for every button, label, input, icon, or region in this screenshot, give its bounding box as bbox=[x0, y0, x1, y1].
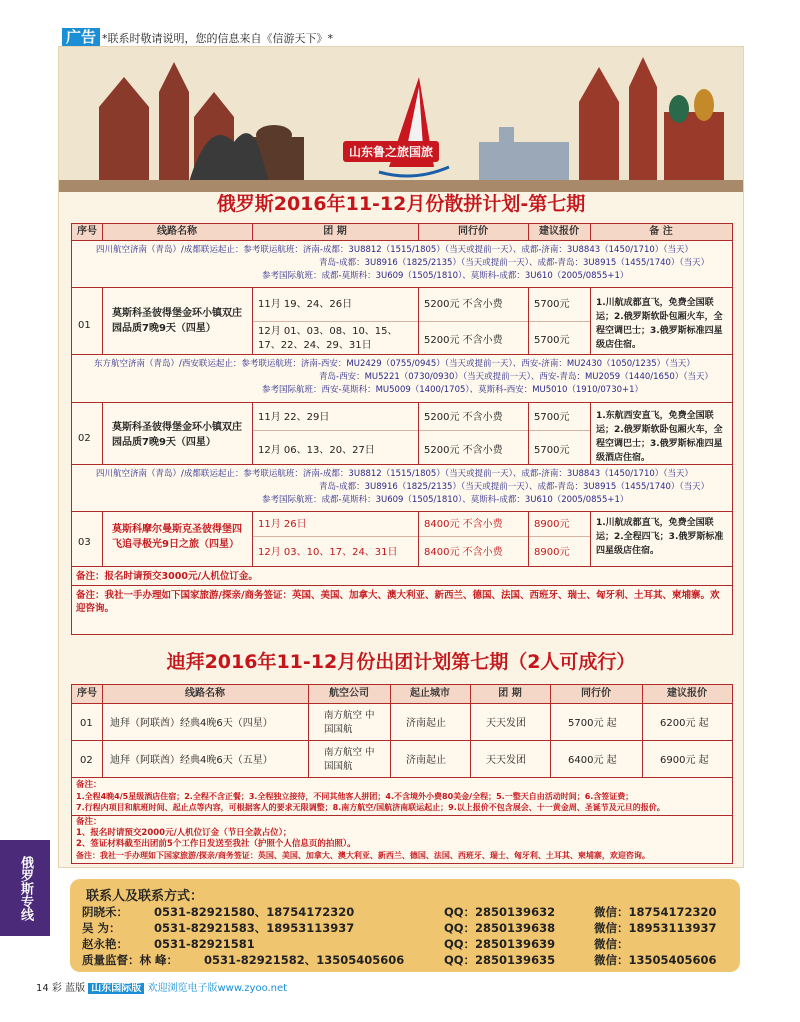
page-footer bbox=[36, 979, 287, 994]
dubai-note: 1、报名时请预交2000元/人机位订金（节日全款占位）； bbox=[76, 828, 292, 838]
route-name: 莫斯科圣彼得堡金环小镇双庄园品质7晚9天（四星） bbox=[112, 422, 242, 448]
city: 济南起止 bbox=[406, 718, 446, 729]
route-name: 迪拜（阿联酋）经典4晚6天（四星） bbox=[110, 718, 273, 729]
tour-date: 天天发团 bbox=[486, 718, 526, 729]
tour-dates: 11月 26日 bbox=[258, 519, 307, 530]
dubai-title: 迪拜2016年11-12月份出团计划第七期（2人可成行） bbox=[166, 651, 636, 673]
route-name: 莫斯科圣彼得堡金环小镇双庄园品质7晚9天（四星） bbox=[112, 308, 242, 334]
ad-sheet bbox=[58, 46, 744, 868]
trade-price: 6400元 起 bbox=[568, 755, 617, 766]
airline: 南方航空 中国国航 bbox=[324, 747, 375, 772]
suggest-price: 5700元 bbox=[534, 335, 570, 346]
flight-info: 四川航空济南（青岛）/成都联运起止：参考联运航班：济南-成都：3U8812（1515/1805）（当天或提前一天）、成都-济南：3U8843（1450/1710）（当天） bbox=[96, 245, 694, 255]
remark: 1.川航成都直飞，免费全国联运；2.俄罗斯软卧包厢火车，全程空调巴士；3.俄罗斯标准四星级店住宿。 bbox=[596, 298, 723, 350]
contact-name: 赵永艳： bbox=[82, 937, 128, 951]
contact-name: 质量监督：林 峰： bbox=[82, 953, 179, 967]
header-cell: 同行价 bbox=[581, 688, 611, 699]
suggest-price: 8900元 bbox=[534, 547, 570, 558]
suggest-price: 5700元 bbox=[534, 299, 570, 310]
dubai-note: 备注： bbox=[76, 780, 102, 790]
contact-phone[interactable]: 0531-82921583、18953113937 bbox=[154, 921, 355, 935]
route-name: 迪拜（阿联酋）经典4晚6天（五星） bbox=[110, 755, 273, 766]
header-cell: 起止城市 bbox=[410, 688, 450, 699]
agency-logo-text: 山东鲁之旅国旅 bbox=[343, 141, 439, 162]
contact-wechat[interactable]: 微信：18754172320 bbox=[594, 905, 717, 919]
russia-title: 俄罗斯2016年11-12月份散拼计划-第七期 bbox=[216, 193, 586, 215]
tour-dates: 12月 06、13、20、27日 bbox=[258, 445, 375, 456]
contact-name: 吴 为： bbox=[82, 921, 121, 935]
trade-price: 8400元 不含小费 bbox=[424, 519, 503, 530]
contact-phone[interactable]: 0531-82921582、13505405606 bbox=[204, 953, 405, 967]
flight-info: 青岛-成都：3U8916（1825/2135）（当天或提前一天）、成都-青岛：3U8915（1455/1740）（当天） bbox=[319, 258, 710, 268]
header-cell: 同行价 bbox=[458, 226, 488, 237]
suggest-price: 5700元 bbox=[534, 445, 570, 456]
flight-info: 参考国际航班：成都-莫斯科：3U609（1505/1810）、莫斯科-成都：3U610（2005/0855+1） bbox=[262, 495, 629, 505]
trade-price: 5200元 不含小费 bbox=[424, 445, 503, 456]
contact-row bbox=[82, 936, 629, 952]
contact-phone[interactable]: 0531-82921580、18754172320 bbox=[154, 905, 355, 919]
row-number: 02 bbox=[80, 755, 93, 766]
header-cell: 航空公司 bbox=[329, 688, 369, 699]
remark: 1.东航西安直飞，免费全国联运；2.俄罗斯软卧包厢火车，全程空调巴士；3.俄罗斯标准四星级酒店住宿。 bbox=[596, 411, 723, 463]
color-label: 彩 bbox=[51, 983, 62, 994]
contact-row bbox=[82, 904, 717, 920]
row-number: 03 bbox=[78, 537, 91, 548]
airline: 南方航空 中国国航 bbox=[324, 710, 375, 735]
contact-qq[interactable]: QQ：2850139635 bbox=[444, 953, 556, 967]
dubai-note: 2、签证材料截至出团前5个工作日发送至我社（护照个人信息页的拍照）。 bbox=[76, 839, 356, 849]
header-cell: 建议报价 bbox=[667, 688, 707, 699]
contact-row bbox=[82, 952, 717, 968]
route-name: 莫斯科摩尔曼斯克圣彼得堡四飞追寻极光9日之旅（四星） bbox=[112, 524, 242, 550]
header-cell: 备 注 bbox=[649, 226, 673, 237]
page-number: 14 bbox=[36, 983, 49, 994]
remark: 1.川航成都直飞，免费全国联运；2.全程四飞；3.俄罗斯标准四星级店住宿。 bbox=[596, 518, 724, 556]
header-cell: 序号 bbox=[77, 226, 97, 237]
header-cell: 线路名称 bbox=[157, 226, 197, 237]
flight-info: 参考国际航班：成都-莫斯科：3U609（1505/1810）、莫斯科-成都：3U610（2005/0855+1） bbox=[262, 271, 629, 281]
website-link[interactable]: 欢迎浏览电子版www.zyoo.net bbox=[147, 983, 288, 994]
contact-box bbox=[70, 879, 740, 972]
suggest-price: 5700元 bbox=[534, 412, 570, 423]
contact-name: 阴晓禾： bbox=[82, 905, 128, 919]
contact-row bbox=[82, 920, 717, 936]
contact-title: 联系人及联系方式： bbox=[86, 889, 204, 904]
dubai-note: 7.行程内项目和航班时间、起止点等内容，可根据客人的要求无限调整；8.南方航空/国航济南联运起止；9.以上报价不包含展会、十一黄金周、圣诞节及元旦的报价。 bbox=[76, 803, 665, 812]
contact-wechat[interactable]: 微信：18953113937 bbox=[594, 921, 717, 935]
header-cell: 团 期 bbox=[498, 688, 522, 699]
contact-phone[interactable]: 0531-82921581 bbox=[154, 937, 255, 951]
dubai-note: 1.全程4晚4/5星级酒店住宿；2.全程不含正餐；3.全程独立接待，不同其他客人拼团；4.不含境外小费80美金/全程；5.一整天自由活动时间；6.含签证费； bbox=[76, 792, 634, 801]
tour-date: 天天发团 bbox=[486, 755, 526, 766]
trade-price: 8400元 不含小费 bbox=[424, 547, 503, 558]
contact-wechat[interactable]: 微信： bbox=[594, 937, 629, 951]
ad-tag: 广告 bbox=[62, 28, 100, 46]
skyline-illustration bbox=[59, 47, 743, 192]
banner-image bbox=[59, 47, 743, 192]
contact-qq[interactable]: QQ：2850139639 bbox=[444, 937, 556, 951]
section-side-tab: 俄罗斯专线 bbox=[0, 840, 50, 936]
russia-table bbox=[71, 223, 733, 635]
header-cell: 团 期 bbox=[323, 226, 347, 237]
flight-info: 四川航空济南（青岛）/成都联运起止：参考联运航班：济南-成都：3U8812（1515/1805）（当天或提前一天）、成都-济南：3U8843（1450/1710）（当天） bbox=[96, 469, 694, 479]
row-number: 01 bbox=[78, 320, 91, 331]
suggest-price: 8900元 bbox=[534, 519, 570, 530]
brand-tag: 山东国际版 bbox=[88, 983, 144, 994]
flight-info: 青岛-西安：MU5221（0730/0930）（当天或提前一天）、西安-青岛：MU2059（1440/1650）（当天） bbox=[319, 372, 714, 382]
dubai-table bbox=[71, 684, 733, 864]
contact-wechat[interactable]: 微信：13505405606 bbox=[594, 953, 717, 967]
row-number: 02 bbox=[78, 433, 91, 444]
edition-label: 蓝版 bbox=[65, 983, 86, 994]
suggest-price: 6900元 起 bbox=[660, 755, 709, 766]
header-cell: 序号 bbox=[77, 688, 97, 699]
trade-price: 5700元 起 bbox=[568, 718, 617, 729]
ad-note: *联系时敬请说明，您的信息来自《信游天下》* bbox=[102, 32, 333, 45]
suggest-price: 6200元 起 bbox=[660, 718, 709, 729]
tour-dates: 11月 22、29日 bbox=[258, 412, 330, 423]
trade-price: 5200元 不含小费 bbox=[424, 412, 503, 423]
tour-dates: 12月 01、03、08、10、15、17、22、24、29、31日 bbox=[258, 326, 398, 351]
dubai-note: 备注： bbox=[76, 817, 102, 827]
header-cell: 线路名称 bbox=[185, 688, 225, 699]
header-cell: 建议报价 bbox=[539, 226, 579, 237]
deposit-note: 备注：报名时请预交3000元/人机位订金。 bbox=[76, 571, 258, 582]
flight-info: 青岛-成都：3U8916（1825/2135）（当天或提前一天）、成都-青岛：3U8915（1455/1740）（当天） bbox=[319, 482, 710, 492]
tour-dates: 11月 19、24、26日 bbox=[258, 299, 353, 310]
flight-info: 参考国际航班：西安-莫斯科：MU5009（1400/1705）、莫斯科-西安：MU5010（1910/0730+1） bbox=[262, 385, 644, 395]
tour-dates: 12月 03、10、17、24、31日 bbox=[258, 547, 398, 558]
contact-qq[interactable]: QQ：2850139638 bbox=[444, 921, 556, 935]
contact-qq[interactable]: QQ：2850139632 bbox=[444, 905, 556, 919]
row-number: 01 bbox=[80, 718, 93, 729]
trade-price: 5200元 不含小费 bbox=[424, 335, 503, 346]
city: 济南起止 bbox=[406, 755, 446, 766]
dubai-note: 备注：我社一手办理如下国家旅游/探亲/商务签证：英国、美国、加拿大、澳大利亚、新西兰、德国、法国、西班牙、瑞士、匈牙利、土耳其、柬埔寨，欢迎咨询。 bbox=[76, 851, 650, 860]
trade-price: 5200元 不含小费 bbox=[424, 299, 503, 310]
flight-info: 东方航空济南（青岛）/西安联运起止：参考联运航班：济南-西安：MU2429（0755/0945）（当天或提前一天）、西安-济南：MU2430（1050/1235）（当天） bbox=[94, 359, 695, 369]
ad-header bbox=[0, 0, 800, 46]
visa-note: 备注：我社一手办理如下国家旅游/探亲/商务签证：英国、美国、加拿大、澳大利亚、新西兰、德国、法国、西班牙、瑞士、匈牙利、土耳其、柬埔寨。欢迎咨询。 bbox=[76, 590, 720, 614]
